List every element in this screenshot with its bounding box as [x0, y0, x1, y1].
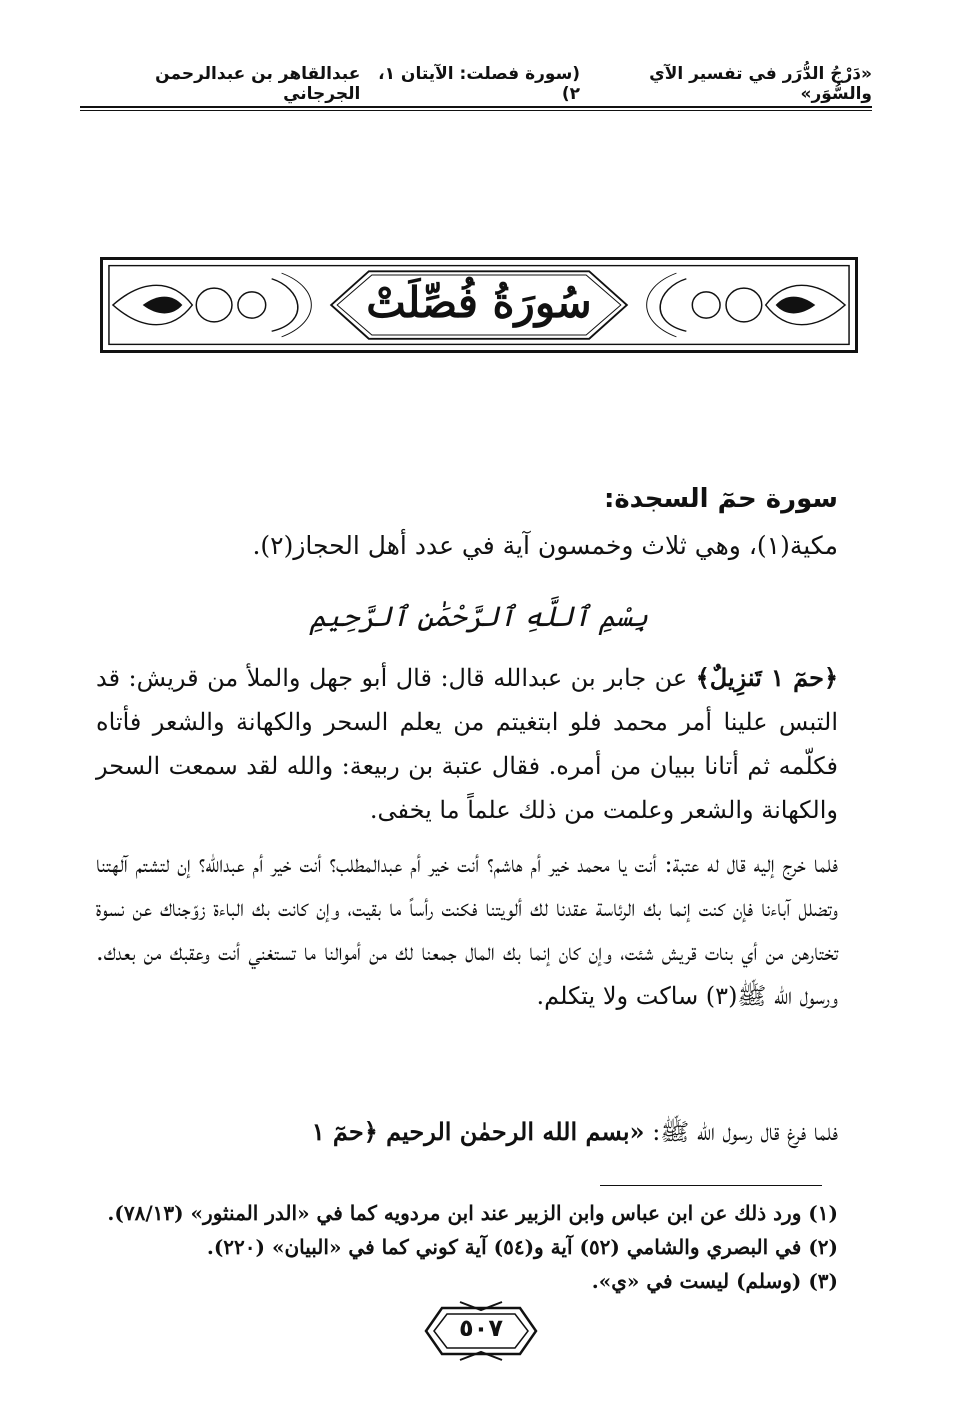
paragraph-2: فلما خرج إليه قال له عتبة: أنت يا محمد خير أم هاشم؟ أنت خير أم عبدالمطلب؟ أنت خير أم عبدالله؟ إن لتشتم آلهتنا وتضلل آباءنا فإن كنت إنما بك الرئاسة عقدنا لك ألويتنا فكنت رأساً ما بقيت، وإن كانت بك الباءة زوّجناك عن نسوة تختارهن من أي بنات قريش شئت، وإن كان إنما بك المال جمعنا لك من أموالنا ما تستغني أنت وعقبك من بعدك. ورسول الله ﷺ(٣) ساكت ولا يتكلم. [96, 850, 838, 1010]
paragraph-3-quote: «بسم الله الرحمٰن الرحيم ﴿حمٓ ١ [311, 1117, 645, 1146]
paragraph-3-lead: فلما فرغ قال رسول الله ﷺ: [644, 1118, 838, 1146]
header-book-title: «دَرْجُ الدُّرَر في تفسير الآي والسُّوَر» [649, 64, 872, 104]
header-rule-thin [80, 110, 872, 111]
footnote-2: (٢) في البصري والشامي (٥٢) آية و(٥٤) آية كوني كما في «البيان» (٢٢٠). [206, 1235, 838, 1259]
header-author: عبدالقاهر بن عبدالرحمن الجرجاني [155, 64, 361, 104]
page-number: ٥٠٧ [459, 1314, 503, 1342]
section-heading: سورة حمٓ السجدة: [603, 484, 838, 514]
footnote-1: (١) ورد ذلك عن ابن عباس وابن الزبير عند ابن مردويه كما في «الدر المنثور» (٧٨/١٣). [107, 1201, 838, 1225]
footnote-rule [600, 1185, 822, 1186]
paragraph-1-text: عن جابر بن عبدالله قال: قال أبو جهل والملأ من قريش: قد التبس علينا أمر محمد فلو ابتغيتم من يعلم السحر والكهانة والشعر فأتاه فكلّمه ثم أتانا ببيان من أمره. فقال عتبة بن ربيعة: والله لقد سمعت السحر والكهانة والشعر وعلمت من ذلك علماً ما يخفى. [96, 664, 838, 824]
header-section: (سورة فصلت: الآيتان ١، ٢) [378, 64, 581, 104]
footnotes [96, 1196, 838, 1298]
paragraph-3 [96, 1110, 838, 1154]
surah-meta: مكية(١)، وهي ثلاث وخمسون آية في عدد أهل الحجاز(٢). [252, 531, 838, 560]
surah-title: سُورَةُ فُصِّلَتْ [366, 278, 592, 327]
paragraph-1 [96, 656, 838, 832]
surah-banner [100, 257, 858, 353]
footnote-3: (٣) (وسلم) ليست في «ي». [591, 1269, 838, 1293]
page-number-badge [420, 1300, 542, 1362]
running-header [80, 64, 872, 104]
header-rule [80, 106, 872, 108]
quran-quote: ﴿حمٓ ١ تَنزِيلٌ﴾ [695, 663, 839, 692]
basmala: بِسْمِ ٱللَّهِ ٱلرَّحْمَٰنِ ٱلرَّحِيمِ [309, 600, 649, 633]
